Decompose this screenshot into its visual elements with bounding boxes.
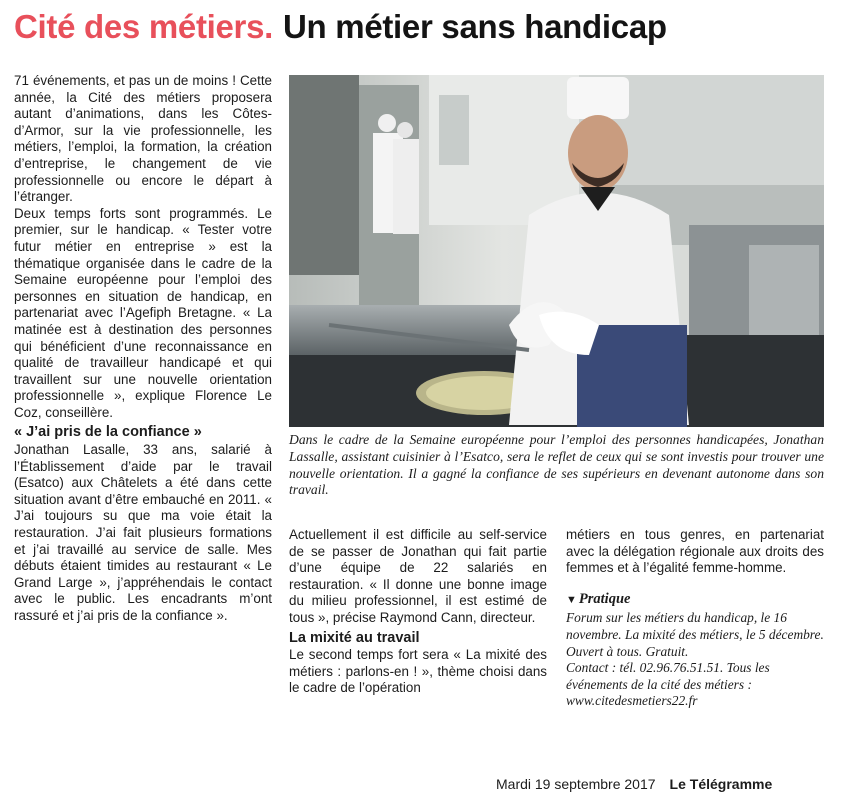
article-column-2	[289, 527, 547, 697]
pratique-forum: Forum sur les métiers du handicap, le 16 novembre. La mixité des métiers, le 5 décembre. Ouvert à tous. Gratuit.	[566, 610, 824, 659]
subheading-confiance: « J’ai pris de la confiance »	[14, 424, 202, 441]
page-footer	[496, 776, 826, 796]
subheading-mixite: La mixité au travail	[289, 629, 420, 646]
triangle-down-icon: ▼	[566, 593, 577, 606]
headline-kicker: Cité des métiers.	[14, 8, 274, 45]
footer-date: Mardi 19 septembre 2017	[496, 776, 656, 792]
paragraph-handicap: Deux temps forts sont programmés. Le premier, sur le handicap. « Tester votre futur métier en entreprise » est la thématique organisée dans le cadre de la Semaine européenne pour l’emploi des personnes en situation de handicap, en partenariat avec l’Agefiph Bretagne. « La matinée est à destination des personnes qui bénéficient d’une reconnaissance en qualité de travailleur handicapé et qui travaillent sur une nouvelle orientation professionnelle », explique Florence Le Coz, conseillère.	[14, 205, 272, 420]
chef-photo-illustration	[289, 75, 824, 427]
pratique-heading	[566, 591, 824, 609]
kitchen-photo	[289, 75, 824, 427]
paragraph-intro: 71 événements, et pas un de moins ! Cette année, la Cité des métiers proposera autant d’animations, dans les Côtes-d’Armor, sur la vie professionnelle, les métiers, l’emploi, la formation, la création d’entreprise, le changement de vie professionnelle ou encore le départ à l’étranger.	[14, 73, 272, 205]
photo-caption: Dans le cadre de la Semaine européenne pour l’emploi des personnes handicapées, Jonathan Lassalle, assistant cuisinier à l’Esatco, sera le reflet de ceux qui se sont investis pour trouver une nouvelle orientation. Il a gagné la confiance de ses supérieurs en devenant autonome dans son travail.	[289, 432, 824, 498]
pratique-label: Pratique	[578, 590, 631, 607]
pratique-contact: Contact : tél. 02.96.76.51.51. Tous les événements de la cité des métiers : www.citedesmetiers22.fr	[566, 660, 770, 709]
headline	[14, 8, 829, 58]
article-column-1	[14, 73, 272, 625]
paragraph-partenariat: métiers en tous genres, en partenariat avec la délégation régionale aux droits des femmes et à l’égalité femme-homme.	[566, 527, 824, 576]
headline-main: Un métier sans handicap	[283, 8, 667, 45]
paragraph-mixite: Le second temps fort sera « La mixité des métiers : parlons-en ! », thème choisi dans le cadre de l’opération	[289, 647, 547, 696]
article-column-3	[566, 527, 824, 710]
paragraph-restauration: Actuellement il est difficile au self-service de se passer de Jonathan qui fait partie d’une équipe de 22 salariés en restauration. « Il donne une bonne image du milieu professionnel, il est estimé de tous », précise Raymond Cann, directeur.	[289, 527, 547, 625]
paragraph-jonathan: Jonathan Lasalle, 33 ans, salarié à l’Établissement d’aide par le travail (Esatco) aux Châtelets a été dans cette situation avant d’être embauché en 2011. « J’ai toujours su que ma voie était la restauration. J’ai fait plusieurs formations et j’ai travaillé au service de salle. Mes débuts étaient timides au restaurant « Le Grand Large », j’appréhendais le contact avec le public. Les encadrants m’ont rassuré et j’ai pris de la confiance ».	[14, 442, 272, 623]
footer-newspaper: Le Télégramme	[669, 776, 773, 792]
